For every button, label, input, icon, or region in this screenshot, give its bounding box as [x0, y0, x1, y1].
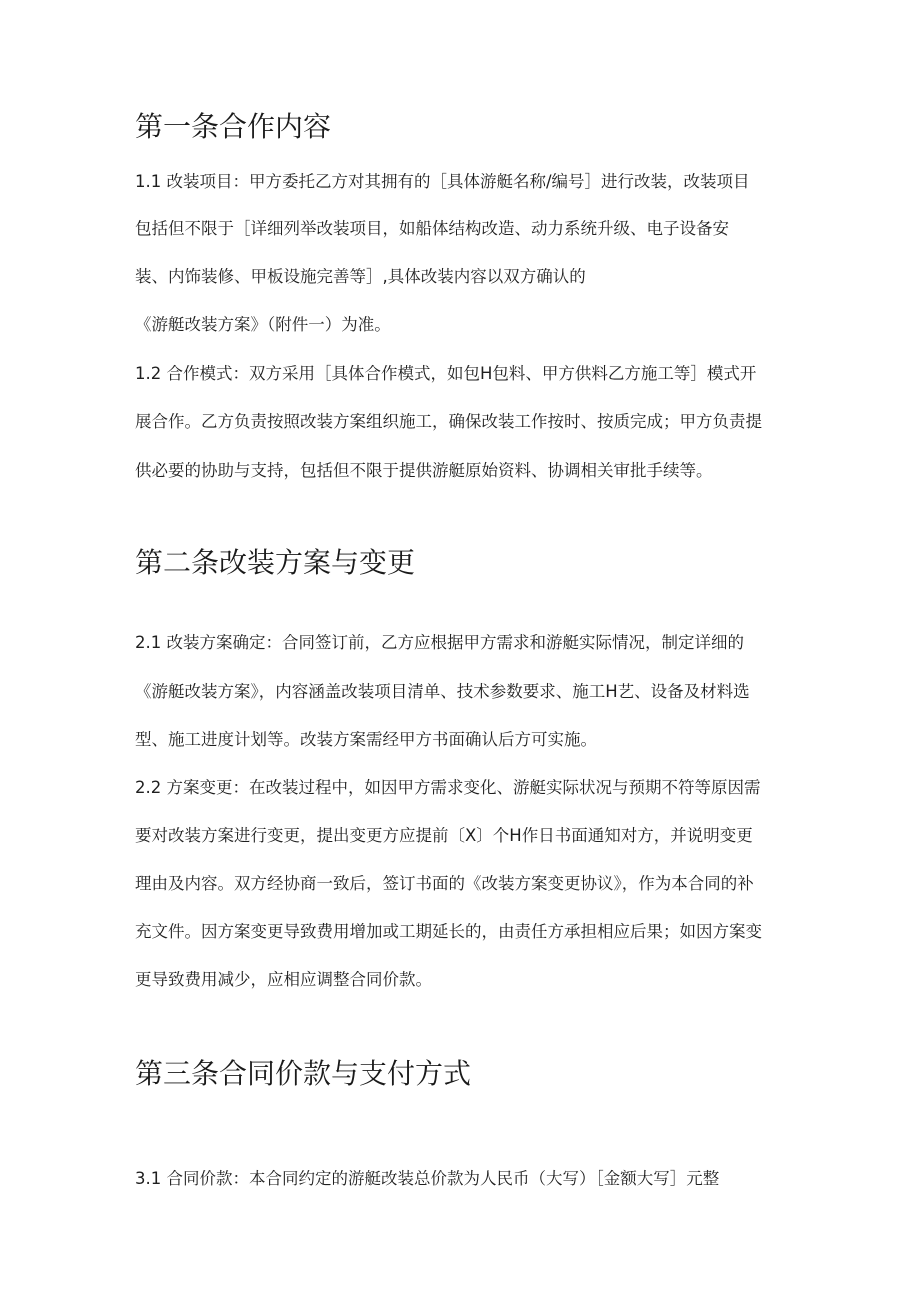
- article-2-line-3: 型、施工进度计划等。改装方案需经甲方书面确认后方可实施。: [135, 730, 597, 749]
- article-2-line-6: 理由及内容。双方经协商一致后，签订书面的《改装方案变更协议》，作为本合同的补: [135, 874, 754, 893]
- article-2-heading: 第二条改装方案与变更: [135, 546, 416, 579]
- article-2-line-7: 充文件。因方案变更导致费用增加或工期延长的，由责任方承担相应后果；如因方案变: [135, 922, 762, 941]
- article-1-line-1: 1.1 改装项目：甲方委托乙方对其拥有的［具体游艇名称/编号］进行改装，改装项目: [135, 172, 750, 191]
- article-1-line-4: 《游艇改装方案》（附件一）为准。: [135, 315, 391, 334]
- article-1-heading: 第一条合作内容: [135, 110, 332, 143]
- article-1-line-6: 展合作。乙方负责按照改装方案组织施工，确保改装工作按时、按质完成；甲方负责提: [135, 412, 762, 431]
- article-2-line-2: 《游艇改装方案》，内容涵盖改装项目清单、技术参数要求、施工H艺、设备及材料选: [135, 682, 750, 701]
- article-1-line-5: 1.2 合作模式：双方采用［具体合作模式，如包H包料、甲方供料乙方施工等］模式开: [135, 364, 757, 383]
- article-3-line-1: 3.1 合同价款：本合同约定的游艇改装总价款为人民币（大写）［金额大写］元整: [135, 1169, 720, 1188]
- article-2-line-5: 要对改装方案进行变更，提出变更方应提前〔X〕个H作日书面通知对方，并说明变更: [135, 826, 753, 845]
- article-1-line-3: 装、内饰装修、甲板设施完善等］,具体改装内容以双方确认的: [135, 267, 586, 286]
- article-2-line-8: 更导致费用减少，应相应调整合同价款。: [135, 970, 432, 989]
- article-2-line-1: 2.1 改装方案确定：合同签订前，乙方应根据甲方需求和游艇实际情况，制定详细的: [135, 633, 744, 652]
- article-1-line-2: 包括但不限于［详细列举改装项目，如船体结构改造、动力系统升级、电子设备安: [135, 219, 729, 238]
- article-3-heading: 第三条合同价款与支付方式: [135, 1057, 472, 1090]
- article-2-line-4: 2.2 方案变更：在改装过程中，如因甲方需求变化、游艇实际状况与预期不符等原因需: [135, 778, 761, 797]
- article-1-line-7: 供必要的协助与支持，包括但不限于提供游艇原始资料、协调相关审批手续等。: [135, 461, 713, 480]
